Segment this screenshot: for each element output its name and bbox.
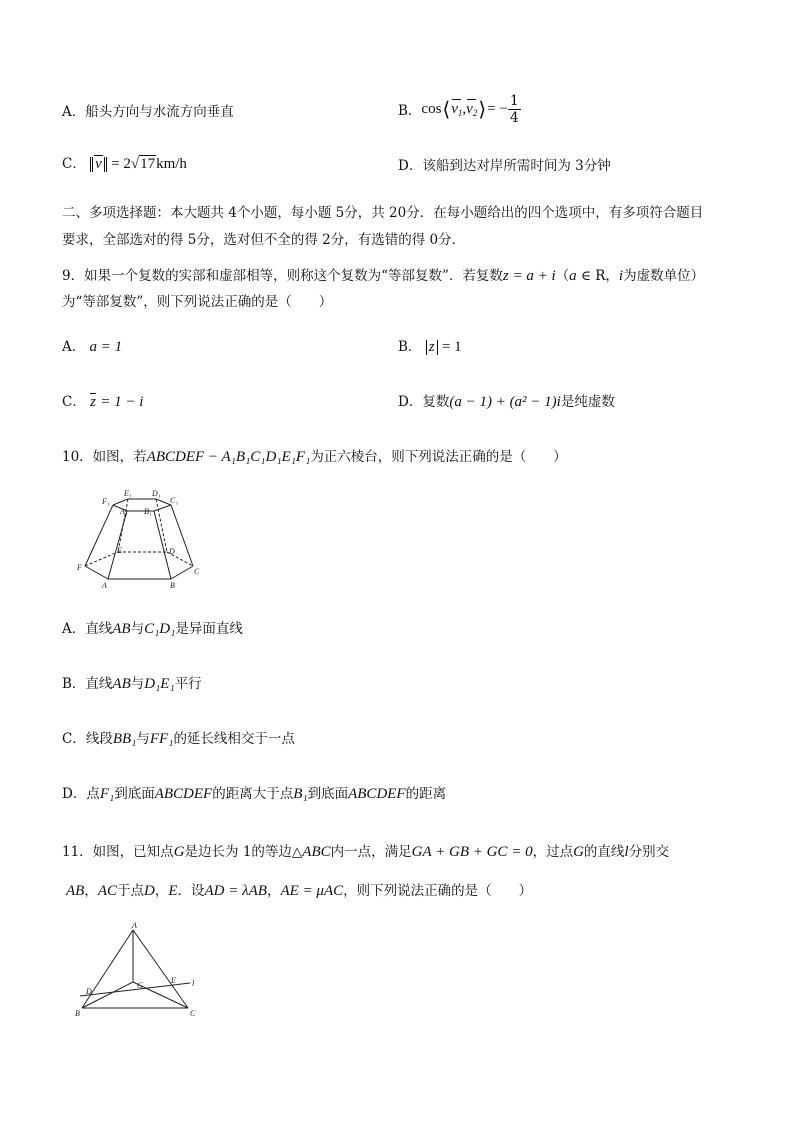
q11-stem-line1: 11．如图，已知点G是边长为 1的等边△ABC内一点，满足GA + GB + GC = 0，过点G的直线l分别交 bbox=[62, 844, 670, 860]
label-f1: F₁ bbox=[102, 497, 110, 506]
triangle-figure bbox=[70, 920, 210, 1024]
q8-option-b: B． cos ⟨ $v_1$ , $v_2$ ⟩ = − $\frac{1}{4}$ bbox=[398, 92, 519, 126]
label-c: C bbox=[190, 1009, 196, 1018]
q9-option-b: B． z = 1 bbox=[398, 339, 462, 355]
fraction-one-quarter: $\frac{1}{4}$ bbox=[509, 92, 519, 126]
edge-d1c1 bbox=[156, 499, 171, 505]
q10-option-b: B．直线AB与D₁E₁平行 bbox=[62, 676, 202, 692]
q10-option-c: C．线段BB₁与FF₁的延长线相交于一点 bbox=[62, 731, 295, 747]
vector-v1: $v_1$ bbox=[451, 100, 463, 118]
label-c1: C₁ bbox=[170, 496, 179, 505]
side-ab bbox=[82, 930, 133, 1008]
label-b: B bbox=[75, 1009, 80, 1018]
label-a: A bbox=[132, 921, 137, 930]
q9-option-c: C． z = 1 − i bbox=[62, 394, 144, 410]
q9-option-a: A． a = 1 bbox=[62, 339, 123, 355]
q9-stem-line2: 为“等部复数”，则下列说法正确的是（ ） bbox=[62, 294, 333, 310]
label-d: D bbox=[169, 547, 175, 556]
label-e: E bbox=[171, 976, 176, 985]
edge-ff1 bbox=[85, 505, 113, 566]
label-a: A bbox=[102, 581, 107, 590]
label-e: E bbox=[117, 546, 122, 555]
label-l: l bbox=[192, 979, 195, 988]
edge-fa bbox=[85, 566, 108, 579]
vector-ad-equation: AD = λAB bbox=[204, 883, 267, 899]
q10-stem: 10．如图，若ABCDEF − A₁B₁C₁D₁E₁F₁为正六棱台，则下列说法正确的是（ ） bbox=[62, 449, 567, 465]
q9-option-d: D．复数(a − 1) + (a² − 1)i是纯虚数 bbox=[398, 394, 615, 410]
edge-c1b1 bbox=[154, 505, 171, 511]
q10-option-d: D．点F₁到底面ABCDEF的距离大于点B₁到底面ABCDEF的距离 bbox=[62, 786, 447, 802]
label-c: C bbox=[194, 567, 200, 576]
edge-cc1 bbox=[171, 505, 193, 566]
q11-stem-line2: AB，AC于点D，E．设AD = λAB，AE = μAC，则下列说法正确的是（ ） bbox=[66, 883, 533, 899]
edge-f1e1 bbox=[113, 499, 128, 505]
q10-option-a: A．直线AB与C₁D₁是异面直线 bbox=[62, 621, 243, 637]
vector-ae-equation: AE = μAC bbox=[280, 883, 344, 899]
q8-option-d: D．该船到达对岸所需时间为 3分钟 bbox=[398, 158, 611, 174]
vector-v2: $v_2$ bbox=[466, 100, 478, 118]
q8-option-c: C． v = 2√17km/h bbox=[62, 156, 187, 172]
label-f: F bbox=[77, 563, 82, 572]
label-b1: B₁ bbox=[144, 507, 152, 516]
vector-v-magnitude: v bbox=[90, 157, 107, 172]
section-header-line1: 二、多项选择题：本大题共 4个小题，每小题 5分，共 20分．在每小题给出的四个选项中，有多项符合题目 bbox=[62, 205, 704, 221]
vector-sum-equation: GA + GB + GC = 0 bbox=[411, 844, 533, 860]
label-d: D bbox=[86, 987, 92, 996]
label-d1: D₁ bbox=[152, 489, 161, 498]
edge-bc bbox=[171, 566, 193, 579]
q9-stem-line1: 9．如果一个复数的实部和虚部相等，则称这个复数为“等部复数”．若复数z = a + i（a ∈ R，i为虚数单位） bbox=[62, 268, 705, 284]
section-header-line2: 要求，全部选对的得 5分，选对但不全的得 2分，有选错的得 0分． bbox=[62, 232, 466, 248]
frustum-figure bbox=[72, 486, 212, 594]
label-g: G bbox=[137, 981, 143, 990]
side-ac bbox=[133, 930, 188, 1008]
edge-bb1 bbox=[154, 511, 171, 579]
label-e1: E₁ bbox=[124, 489, 132, 498]
label-b: B bbox=[170, 581, 175, 590]
q8-option-a: A．船头方向与水流方向垂直 bbox=[62, 104, 234, 120]
label-a1: A₁ bbox=[120, 507, 128, 516]
